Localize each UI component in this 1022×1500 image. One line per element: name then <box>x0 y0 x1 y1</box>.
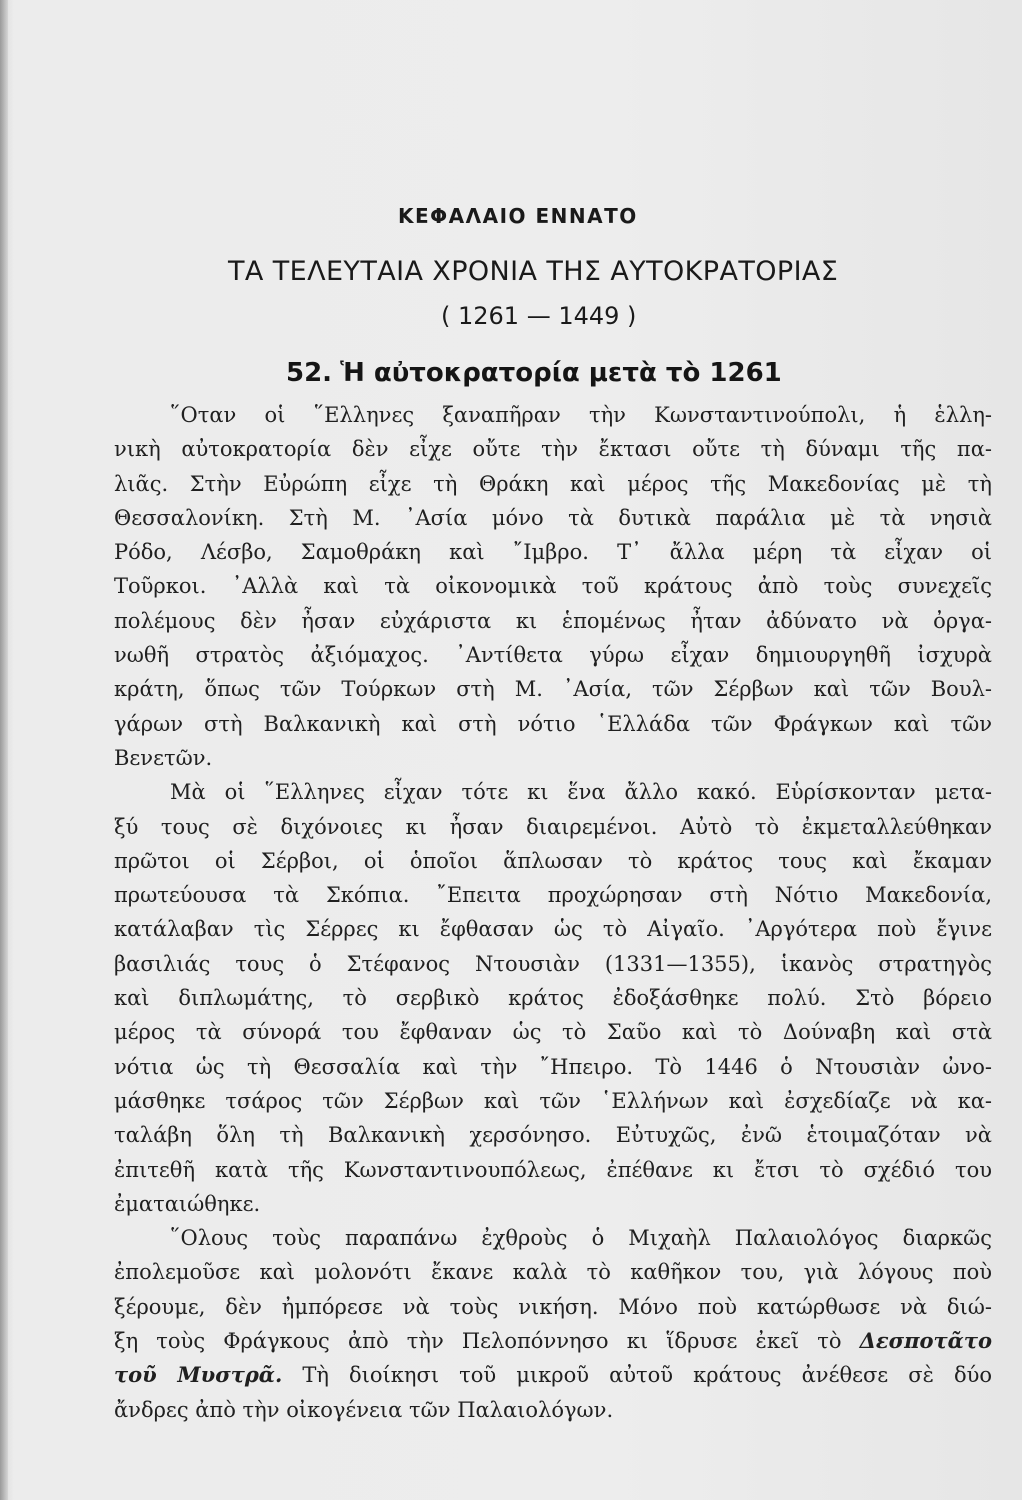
text-line <box>114 1324 992 1358</box>
text-line: κράτη, ὅπως τῶν Τούρκων στὴ Μ. ᾿Ασία, τῶν Σέρβων καὶ τῶν Βουλ- <box>114 677 992 702</box>
paragraph-2 <box>114 775 992 1221</box>
text-line: ταλάβη ὅλη τὴ Βαλκανικὴ χερσόνησο. Εὐτυχῶς, ἐνῶ ἑτοιμαζόταν νὰ <box>114 1123 992 1148</box>
text-line: βασιλιάς τους ὁ Στέφανος Ντουσιὰν (1331—1355), ἱκανὸς στρατηγὸς <box>114 951 992 976</box>
emphasis-mystras: τοῦ Μυστρᾶ. <box>114 1362 283 1388</box>
text-line: ξέρουμε, δὲν ἠμπόρεσε νὰ τοὺς νικήση. Μόνο ποὺ κατώρθωσε νὰ διώ- <box>114 1294 992 1319</box>
paragraph-3 <box>114 1221 992 1427</box>
chapter-label: ΚΕΦΑΛΑΙΟ ΕΝΝΑΤΟ <box>398 204 638 228</box>
body-text <box>114 398 992 1427</box>
text-line: κατάλαβαν τὶς Σέρρες κι ἔφθασαν ὡς τὸ Αἰγαῖο. ᾿Αργότερα ποὺ ἔγινε <box>114 917 992 942</box>
text-line: ἐπιτεθῆ κατὰ τῆς Κωνσταντινουπόλεως, ἐπέθανε κι ἔτσι τὸ σχέδιό του <box>114 1157 992 1182</box>
section-title: Ἡ αὐτοκρατορία μετὰ τὸ 1261 <box>340 358 782 388</box>
text-line: ῞Οταν οἱ ῞Ελληνες ξαναπῆραν τὴν Κωνσταντινούπολι, ἡ ἑλλη- <box>170 403 992 427</box>
text-line: νωθῆ στρατὸς ἀξιόμαχος. ᾿Αντίθετα γύρω εἶχαν δημιουργηθῆ ἰσχυρὰ <box>114 643 992 668</box>
text-line: νότια ὡς τὴ Θεσσαλία καὶ τὴν ῎Ηπειρο. Τὸ 1446 ὁ Ντουσιὰν ὠνο- <box>114 1054 992 1079</box>
text-line: Θεσσαλονίκη. Στὴ Μ. ᾿Ασία μόνο τὰ δυτικὰ παράλια μὲ τὰ νησιὰ <box>114 505 992 530</box>
text-line: ῞Ολους τοὺς παραπάνω ἐχθροὺς ὁ Μιχαὴλ Παλαιολόγος διαρκῶς <box>170 1226 992 1251</box>
text-line: πολέμους δὲν ἦσαν εὐχάριστα κι ἑπομένως ἦταν ἀδύνατο νὰ ὀργα- <box>114 608 992 633</box>
text-line: πρῶτοι οἱ Σέρβοι, οἱ ὁποῖοι ἅπλωσαν τὸ κράτος τους καὶ ἔκαμαν <box>114 848 992 873</box>
text-run: Τὴ διοίκησι τοῦ μικροῦ αὐτοῦ κράτους ἀνέθεσε σὲ δύο <box>302 1363 992 1388</box>
text-line: Μὰ οἱ ῞Ελληνες εἶχαν τότε κι ἕνα ἄλλο κακό. Εὑρίσκονταν μετα- <box>170 780 992 805</box>
emphasis-despotate: Δεσποτᾶτο <box>859 1328 992 1354</box>
text-line: ἐπολεμοῦσε καὶ μολονότι ἔκανε καλὰ τὸ καθῆκον του, γιὰ λόγους ποὺ <box>114 1260 992 1285</box>
section-heading <box>286 358 782 388</box>
text-line: γάρων στὴ Βαλκανικὴ καὶ στὴ νότιο ῾Ελλάδα τῶν Φράγκων καὶ τῶν <box>114 711 992 736</box>
chapter-years: ( 1261 — 1449 ) <box>441 302 637 330</box>
text-line: ἐματαιώθηκε. <box>114 1191 261 1216</box>
text-line: καὶ διπλωμάτης, τὸ σερβικὸ κράτος ἐδοξάσθηκε πολύ. Στὸ βόρειο <box>114 986 992 1011</box>
text-line: Ρόδο, Λέσβο, Σαμοθράκη καὶ ῎Ιμβρο. Τ᾿ ἄλλα μέρη τὰ εἶχαν οἱ <box>114 540 992 565</box>
text-line: πρωτεύουσα τὰ Σκόπια. ῎Επειτα προχώρησαν στὴ Νότιο Μακεδονία, <box>114 883 992 908</box>
text-line: μάσθηκε τσάρος τῶν Σέρβων καὶ τῶν ῾Ελλήνων καὶ ἐσχεδίαζε νὰ κα- <box>114 1088 992 1113</box>
text-run: ξη τοὺς Φράγκους ἀπὸ τὴν Πελοπόννησο κι ἵδρυσε ἐκεῖ τὸ <box>114 1329 842 1354</box>
text-line: νικὴ αὐτοκρατορία δὲν εἶχε οὔτε τὴν ἔκτασι οὔτε τὴ δύναμι τῆς πα- <box>114 437 992 462</box>
text-line: λιᾶς. Στὴν Εὐρώπη εἶχε τὴ Θράκη καὶ μέρος τῆς Μακεδονίας μὲ τὴ <box>114 471 992 496</box>
text-line: ἄνδρες ἀπὸ τὴν οἰκογένεια τῶν Παλαιολόγων. <box>114 1397 614 1422</box>
text-line: μέρος τὰ σύνορά του ἔφθαναν ὡς τὸ Σαῦο καὶ τὸ Δούναβη καὶ στὰ <box>114 1020 992 1045</box>
text-line: Βενετῶν. <box>114 745 213 770</box>
text-line <box>114 1358 992 1392</box>
section-number: 52. <box>286 358 333 388</box>
text-line: ξύ τους σὲ διχόνοιες κι ἦσαν διαιρεμένοι. Αὐτὸ τὸ ἐκμεταλλεύθηκαν <box>114 814 992 839</box>
chapter-title: ΤΑ ΤΕΛΕΥΤΑΙΑ ΧΡΟΝΙΑ ΤΗΣ ΑΥΤΟΚΡΑΤΟΡΙΑΣ <box>228 256 839 287</box>
paragraph-1 <box>114 398 992 775</box>
text-line: Τοῦρκοι. ᾿Αλλὰ καὶ τὰ οἰκονομικὰ τοῦ κράτους ἀπὸ τοὺς συνεχεῖς <box>114 574 992 599</box>
